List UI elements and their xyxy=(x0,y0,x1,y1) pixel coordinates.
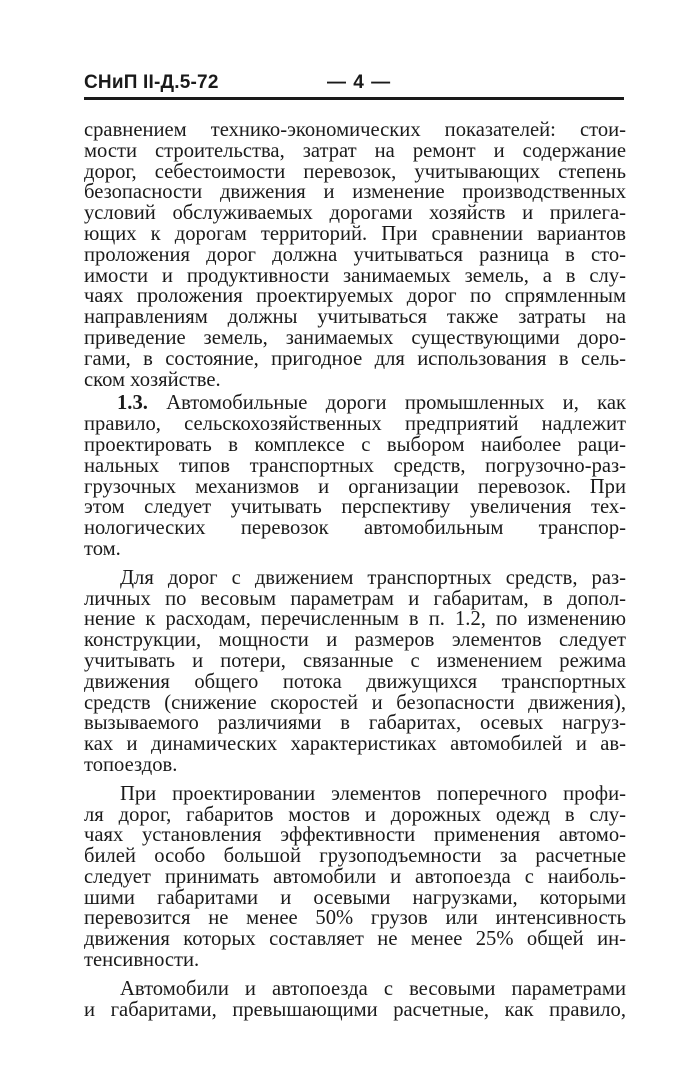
text-line: средств (снижение скоростей и безопасности движения), xyxy=(84,691,626,714)
page-number: — 4 — xyxy=(327,72,392,93)
document-code: СНиП II-Д.5-72 xyxy=(84,72,219,93)
text-line: гами, в состояние, пригодное для использования в сель- xyxy=(84,347,626,370)
text-line: движения которых составляет не менее 25% общей ин- xyxy=(84,928,626,951)
header-rule xyxy=(84,97,624,100)
text-line: Автомобили и автопоезда с весовыми параметрами xyxy=(120,977,626,1000)
text-line: билей особо большой грузоподъемности за расчетные xyxy=(84,845,626,868)
text-line: перевозится не менее 50% грузов или интенсивность xyxy=(84,907,626,930)
text-line: проектировать в комплексе с выбором наиболее раци- xyxy=(84,433,626,456)
text-line: движения общего потока движущихся транспортных xyxy=(84,670,626,693)
section-first-line xyxy=(84,393,626,414)
text-line: мости строительства, затрат на ремонт и содержание xyxy=(84,139,626,162)
text-line: Для дорог с движением транспортных средств, раз- xyxy=(120,566,626,589)
text-line: грузочных механизмов и организации перевозок. При xyxy=(84,475,626,498)
text-line: проложения дорог должна учитываться разница в сто- xyxy=(84,243,626,266)
text-line: том. xyxy=(84,537,121,560)
text-line: вызываемого различиями в габаритах, осевых нагруз- xyxy=(84,712,626,735)
text-line: чаях проложения проектируемых дорог по спрямленным xyxy=(84,285,626,308)
text-line: приведение земель, занимаемых существующими доро- xyxy=(84,326,626,349)
paragraph-1 xyxy=(84,120,626,390)
text-line: ках и динамических характеристиках автомобилей и ав- xyxy=(84,733,626,756)
text-line: имости и продуктивности занимаемых земель, а в слу- xyxy=(84,264,626,287)
text-line: этом следует учитывать перспективу увеличения тех- xyxy=(84,496,626,519)
section-first-line-text: Автомобильные дороги промышленных и, как xyxy=(166,392,626,415)
text-line: ском хозяйстве. xyxy=(84,368,221,391)
text-line: правило, сельскохозяйственных предприятий надлежит xyxy=(84,413,626,436)
text-line: нение к расходам, перечисленным в п. 1.2, по изменению xyxy=(84,608,626,631)
text-line: шими габаритами и осевыми нагрузками, которыми xyxy=(84,886,626,909)
text-line: тенсивности. xyxy=(84,949,200,972)
text-line: направлениям должны учитываться также затраты на xyxy=(84,306,626,329)
text-line: конструкции, мощности и размеров элементов следует xyxy=(84,629,626,652)
text-line: сравнением технико-экономических показателей: стои- xyxy=(84,119,626,141)
text-line: условий обслуживаемых дорогами хозяйств и прилега- xyxy=(84,202,626,225)
text-line: дорог, себестоимости перевозок, учитывающих степень xyxy=(84,160,626,183)
paragraph-3 xyxy=(84,568,626,776)
text-line: ля дорог, габаритов мостов и дорожных одежд в слу- xyxy=(84,803,626,826)
text-line: чаях установления эффективности применения автомо- xyxy=(84,824,626,847)
paragraph-2 xyxy=(84,393,626,559)
text-line: и габаритами, превышающими расчетные, как правило, xyxy=(84,998,626,1021)
text-line: топоездов. xyxy=(84,753,178,776)
text-line: личных по весовым параметрам и габаритам, в допол- xyxy=(84,587,626,610)
text-line: нальных типов транспортных средств, погрузочно-раз- xyxy=(84,454,626,477)
text-line: нологических перевозок автомобильным транспор- xyxy=(84,517,626,540)
text-line: следует принимать автомобили и автопоезда с наиболь- xyxy=(84,865,626,888)
text-line: учитывать и потери, связанные с изменением режима xyxy=(84,649,626,672)
body-text xyxy=(84,120,626,1020)
text-line: При проектировании элементов поперечного профи- xyxy=(120,782,626,805)
text-line: ющих к дорогам территорий. При сравнении вариантов xyxy=(84,222,626,245)
paragraph-4 xyxy=(84,784,626,971)
text-line: безопасности движения и изменение производственных xyxy=(84,181,626,204)
paragraph-5 xyxy=(84,979,626,1021)
section-number: 1.3. xyxy=(117,392,148,415)
